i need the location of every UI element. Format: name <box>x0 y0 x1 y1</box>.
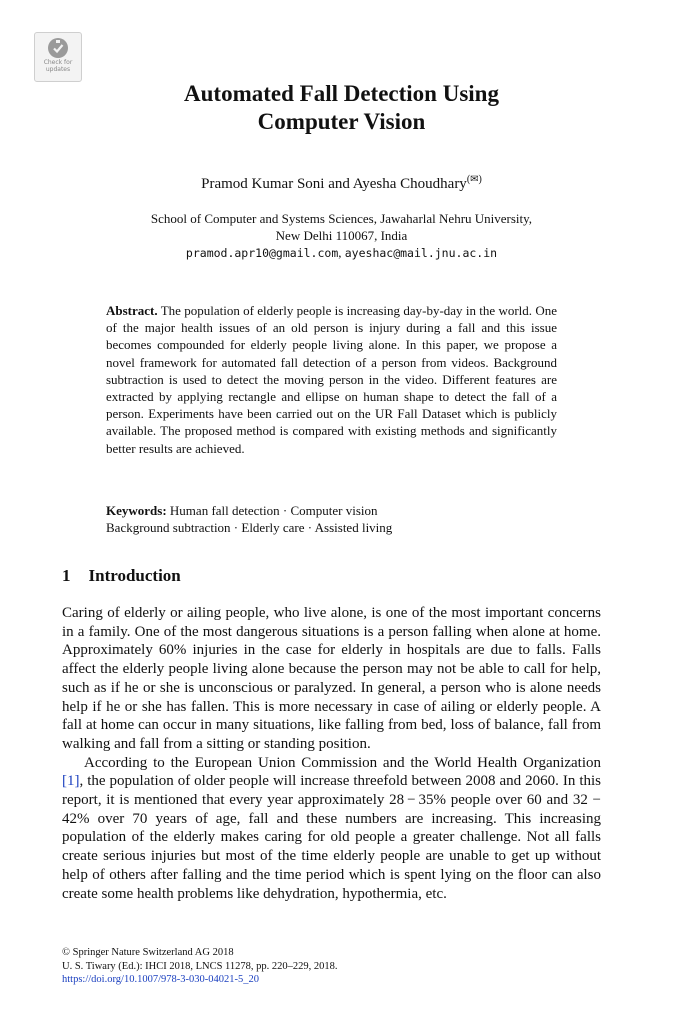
affiliation-line-1: School of Computer and Systems Sciences, Jawaharlal Nehru University, <box>150 211 533 226</box>
section-heading <box>62 566 181 586</box>
paper-title-line-1: Automated Fall Detection Using <box>184 81 499 106</box>
author-emails <box>0 244 683 262</box>
paragraph-2-part-2: , the population of older people will increase threefold between 2008 and 2060. In this report, it is mentioned that every year approximately 28 − 35% people over 60 and 32 − 42% over 70 years of age, fall and these numbers are increasing. This increasing population of the elderly makes caring for old people a greater challenge. Not all falls create serious injuries but most of the time elderly people are unable to get up without help of others after falling and the time period which is spent lying on the floor can also create some health problems like dehydration, hypothermia, etc. <box>62 773 601 902</box>
check-for-updates-icon <box>47 37 69 59</box>
section-number: 1 <box>62 566 71 585</box>
paragraph-2 <box>62 754 601 904</box>
footer-citation: U. S. Tiwary (Ed.): IHCI 2018, LNCS 11278, pp. 220–229, 2018. <box>62 960 338 972</box>
abstract-label: Abstract. <box>106 303 158 318</box>
corresponding-author-mark: (✉) <box>466 174 482 185</box>
email-separator: , <box>338 245 345 260</box>
keywords-label: Keywords: <box>106 503 167 518</box>
paper-title-line-2: Computer Vision <box>257 109 426 134</box>
doi-link[interactable]: https://doi.org/10.1007/978-3-030-04021-5_20 <box>62 974 259 985</box>
keywords-line-1 <box>106 502 566 519</box>
footer-copyright: © Springer Nature Switzerland AG 2018 <box>62 947 234 958</box>
badge-line-2: updates <box>45 66 71 73</box>
affiliation <box>0 210 683 262</box>
check-for-updates-badge[interactable] <box>34 32 82 82</box>
footer <box>62 946 622 987</box>
badge-line-1: Check for <box>43 59 73 66</box>
section-title: Introduction <box>88 566 181 585</box>
abstract <box>106 302 557 457</box>
keywords-text-1: Human fall detection · Computer vision <box>169 503 378 518</box>
affiliation-line-2: New Delhi 110067, India <box>275 228 408 243</box>
paragraph-1: Caring of elderly or ailing people, who live alone, is one of the most important concerns in a family. One of the most dangerous situations is a person falling when alone at home. Approximately 60% injuries in the case for elderly in hospitals are due to falls. Falls affect the elderly people living alone because the person may not be able to call for help, such as if he or she is unconscious or paralyzed. In general, a person who is alone needs help if he or she has fallen. This is more necessary in case of ailing or elderly people. A fall at home can occur in many situations, like falling from bed, loss of balance, fall from walking and fall from a sitting or standing position. <box>62 605 601 752</box>
keywords-line-2: Background subtraction · Elderly care · Assisted living <box>106 520 393 536</box>
email-2[interactable]: ayeshac@mail.jnu.ac.in <box>344 246 498 260</box>
citation-link[interactable]: [1] <box>62 773 80 790</box>
author-names: Pramod Kumar Soni and Ayesha Choudhary <box>201 176 467 192</box>
email-1[interactable]: pramod.apr10@gmail.com <box>185 246 339 260</box>
authors <box>0 174 683 193</box>
paper-title <box>0 80 683 136</box>
keywords <box>106 502 566 536</box>
paragraph-2-part-1: According to the European Union Commission and the World Health Organization <box>84 754 601 771</box>
body-text <box>62 604 601 903</box>
abstract-text: The population of elderly people is increasing day-by-day in the world. One of the major health issues of an old person is injury during a fall and this issue becomes compounded for elderly people living alone. In this paper, we propose a novel framework for automated fall detection of a person from videos. Background subtraction is used to detect the moving person in the video. Different features are extracted by applying rectangle and ellipse on human shape to detect the fall of a person. Experiments have been carried out on the UR Fall Dataset which is publicly available. The proposed method is compared with existing methods and significantly better results are achieved. <box>106 303 557 456</box>
